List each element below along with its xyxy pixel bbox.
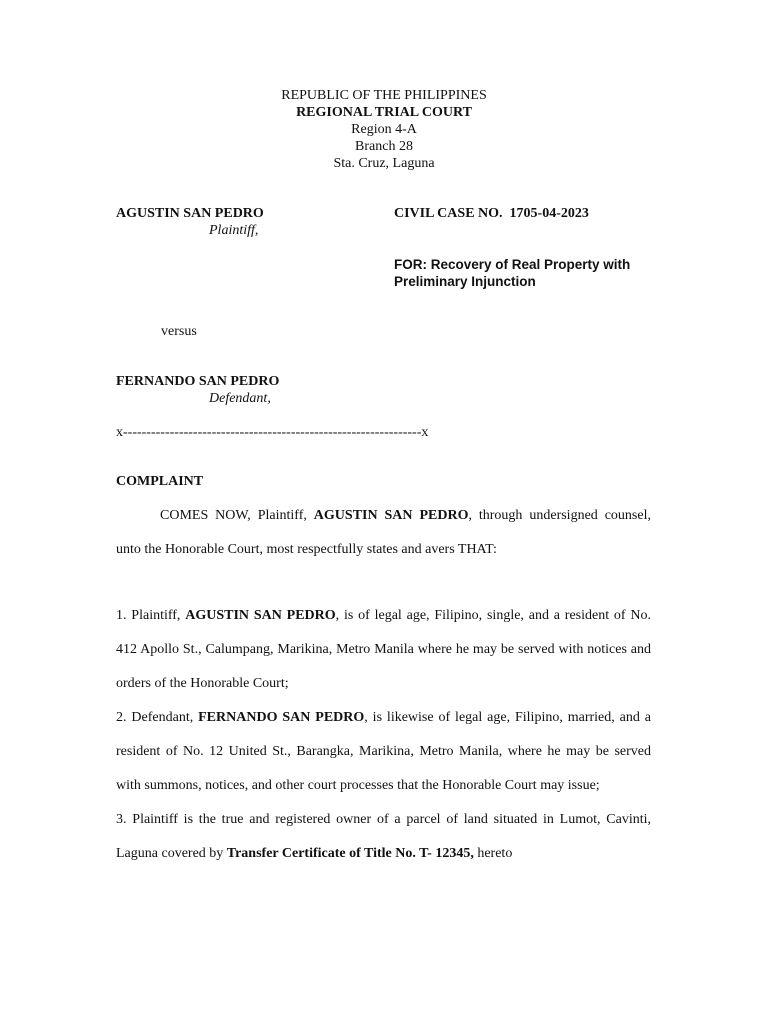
allegation-3-text-a: 3. Plaintiff is the true and registered owner of a parcel of land situated in Lumot, Cavinti, Laguna covered by [116, 812, 651, 861]
allegation-3-title-ref: Transfer Certificate of Title No. T- 12345, [226, 846, 474, 861]
allegation-3 [116, 803, 651, 871]
header-country: REPUBLIC OF THE PHILIPPINES [281, 88, 487, 103]
allegation-2-text-a: 2. Defendant, [116, 710, 199, 725]
header-branch: Branch 28 [355, 139, 413, 154]
allegation-2-name: FERNANDO SAN PEDRO [198, 710, 365, 725]
defendant-role: Defendant, [209, 391, 271, 406]
versus-label: versus [161, 324, 197, 339]
plaintiff-name: AGUSTIN SAN PEDRO [116, 206, 264, 221]
header-location: Sta. Cruz, Laguna [333, 156, 435, 171]
header-court: REGIONAL TRIAL COURT [296, 105, 472, 120]
plaintiff-role: Plaintiff, [209, 223, 259, 238]
header-region: Region 4-A [351, 122, 417, 137]
allegation-1-text-a: 1. Plaintiff, [116, 608, 186, 623]
intro-text-a: COMES NOW, Plaintiff, [160, 508, 314, 523]
intro-plaintiff-name: AGUSTIN SAN PEDRO [313, 508, 469, 523]
caption-separator: x----------------------------------------------------------------x [116, 425, 429, 440]
intro-paragraph [116, 499, 651, 567]
allegation-3-text-b: hereto [473, 846, 513, 861]
case-nature-line-2: Preliminary Injunction [394, 274, 536, 289]
allegation-2 [116, 701, 651, 803]
intro-text-b: , through undersigned counsel, unto the Honorable Court, most respectfully states and avers THAT: [116, 508, 651, 557]
case-number-label: CIVIL CASE NO. [394, 206, 503, 221]
complaint-title: COMPLAINT [116, 474, 204, 489]
allegation-1-text-b: , is of legal age, Filipino, single, and a resident of No. 412 Apollo St., Calumpang, Marikina, Metro Manila where he may be served with notices and orders of the Honorable Court; [116, 608, 651, 691]
case-number: 1705-04-2023 [509, 206, 589, 221]
case-number-line [394, 205, 589, 222]
case-nature-line-1: FOR: Recovery of Real Property with [394, 257, 631, 272]
allegation-1-name: AGUSTIN SAN PEDRO [185, 608, 336, 623]
defendant-name: FERNANDO SAN PEDRO [116, 374, 280, 389]
allegation-2-text-b: , is likewise of legal age, Filipino, married, and a resident of No. 12 United St., Barangka, Marikina, Metro Manila, where he may be served with summons, notices, and other court processes that the Honorable Court may issue; [116, 710, 652, 793]
allegation-1 [116, 599, 651, 701]
allegations [116, 599, 651, 871]
